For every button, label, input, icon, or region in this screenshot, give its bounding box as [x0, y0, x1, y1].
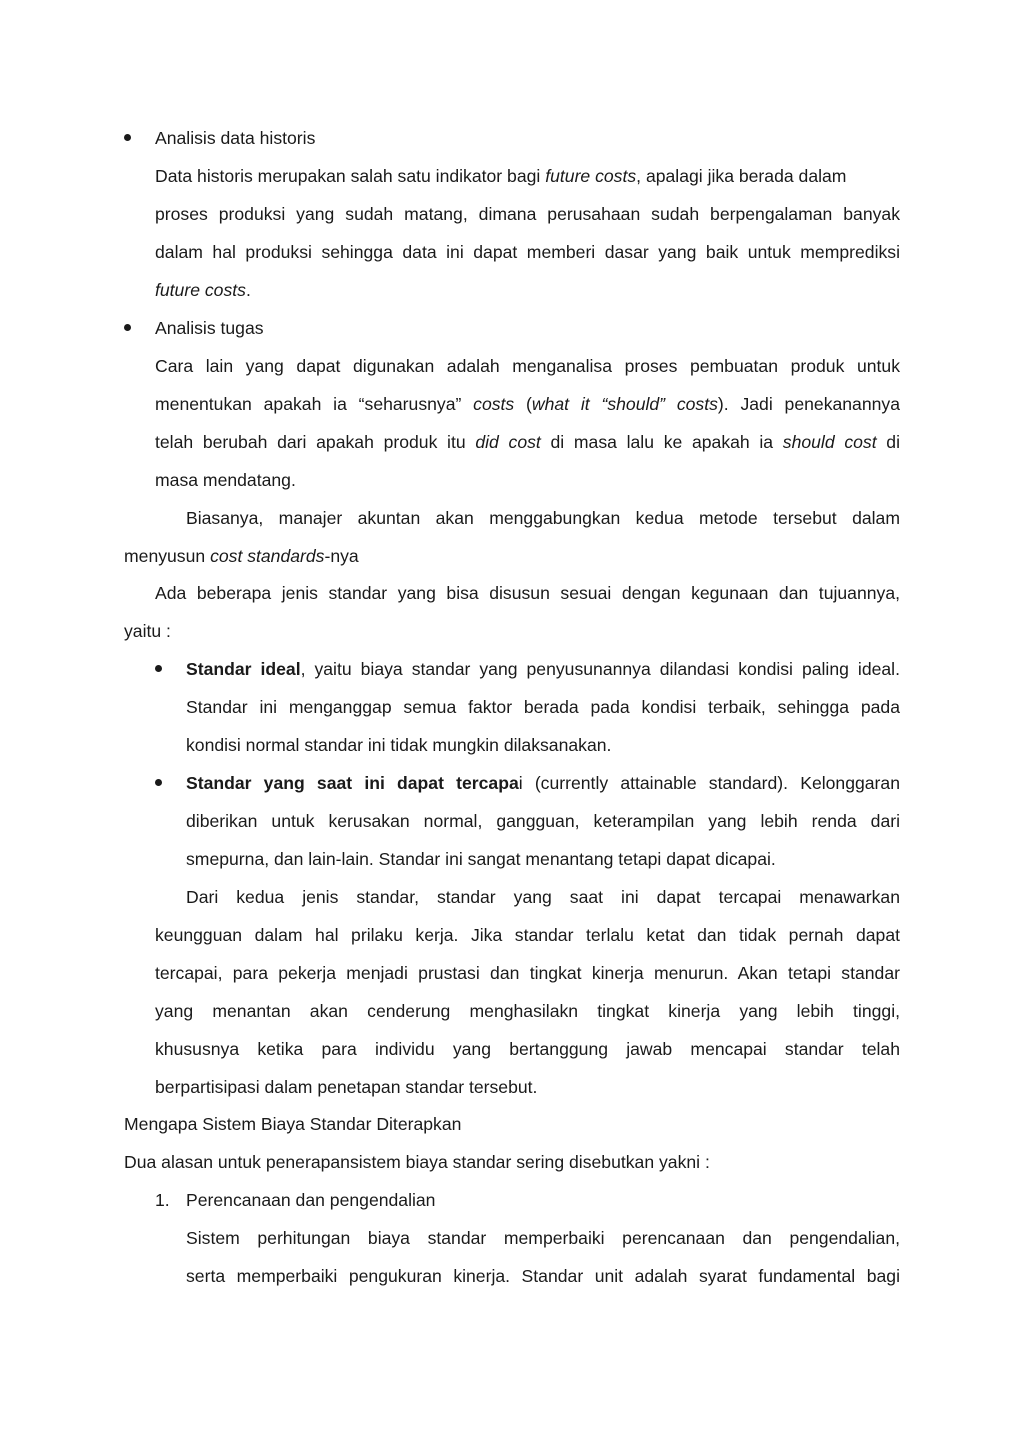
paragraph-line: future costs.: [155, 280, 251, 300]
paragraph-line: Standar ini menganggap semua faktor berada pada kondisi terbaik, sehingga pada: [186, 697, 900, 717]
paragraph-line: masa mendatang.: [155, 470, 296, 490]
paragraph-line: khususnya ketika para individu yang bertanggung jawab mencapai standar telah: [155, 1039, 900, 1059]
list-item-title: Perencanaan dan pengendalian: [186, 1190, 436, 1210]
paragraph-line: menentukan apakah ia “seharusnya” costs (what it “should” costs). Jadi penekanannya: [155, 394, 900, 414]
paragraph-line: keungguan dalam hal prilaku kerja. Jika standar terlalu ketat dan tidak pernah dapat: [155, 925, 900, 945]
paragraph-line: menyusun cost standards-nya: [124, 546, 359, 566]
paragraph-line: telah berubah dari apakah produk itu did cost di masa lalu ke apakah ia should cost di: [155, 432, 900, 452]
bullet-icon: [124, 324, 131, 331]
standard-ideal-line: Standar ideal, yaitu biaya standar yang penyusunannya dilandasi kondisi paling ideal.: [186, 659, 900, 679]
paragraph-line: Dari kedua jenis standar, standar yang saat ini dapat tercapai menawarkan: [186, 887, 900, 907]
paragraph-line: dalam hal produksi sehingga data ini dapat memberi dasar yang baik untuk memprediksi: [155, 242, 900, 262]
paragraph-line: proses produksi yang sudah matang, dimana perusahaan sudah berpengalaman banyak: [155, 204, 900, 224]
list-item-number: 1.: [155, 1190, 170, 1210]
bullet-title-analisis-tugas: Analisis tugas: [155, 318, 264, 338]
paragraph-line: serta memperbaiki pengukuran kinerja. Standar unit adalah syarat fundamental bagi: [186, 1266, 900, 1286]
paragraph-line: smepurna, dan lain-lain. Standar ini sangat menantang tetapi dapat dicapai.: [186, 849, 776, 869]
paragraph-line: Sistem perhitungan biaya standar memperbaiki perencanaan dan pengendalian,: [186, 1228, 900, 1248]
paragraph-line: yang menantan akan cenderung menghasilakn tingkat kinerja yang lebih tinggi,: [155, 1001, 900, 1021]
paragraph-line: yaitu :: [124, 621, 171, 641]
paragraph-line: berpartisipasi dalam penetapan standar tersebut.: [155, 1077, 538, 1097]
paragraph-line: kondisi normal standar ini tidak mungkin dilaksanakan.: [186, 735, 612, 755]
bullet-icon: [124, 134, 131, 141]
bullet-icon: [155, 665, 162, 672]
paragraph-line: Ada beberapa jenis standar yang bisa disusun sesuai dengan kegunaan dan tujuannya,: [155, 583, 900, 603]
paragraph-line: Dua alasan untuk penerapansistem biaya standar sering disebutkan yakni :: [124, 1152, 710, 1172]
paragraph-line: Data historis merupakan salah satu indikator bagi future costs, apalagi jika berada dalam: [155, 166, 847, 186]
bullet-title-analisis-data-historis: Analisis data historis: [155, 128, 316, 148]
paragraph-line: Cara lain yang dapat digunakan adalah menganalisa proses pembuatan produk untuk: [155, 356, 900, 376]
section-heading: Mengapa Sistem Biaya Standar Diterapkan: [124, 1114, 462, 1134]
paragraph-line: diberikan untuk kerusakan normal, gangguan, keterampilan yang lebih renda dari: [186, 811, 900, 831]
bullet-icon: [155, 779, 162, 786]
standard-attainable-line: Standar yang saat ini dapat tercapai (currently attainable standard). Kelonggaran: [186, 773, 900, 793]
paragraph-line: Biasanya, manajer akuntan akan menggabungkan kedua metode tersebut dalam: [186, 508, 900, 528]
paragraph-line: tercapai, para pekerja menjadi prustasi dan tingkat kinerja menurun. Akan tetapi standar: [155, 963, 900, 983]
